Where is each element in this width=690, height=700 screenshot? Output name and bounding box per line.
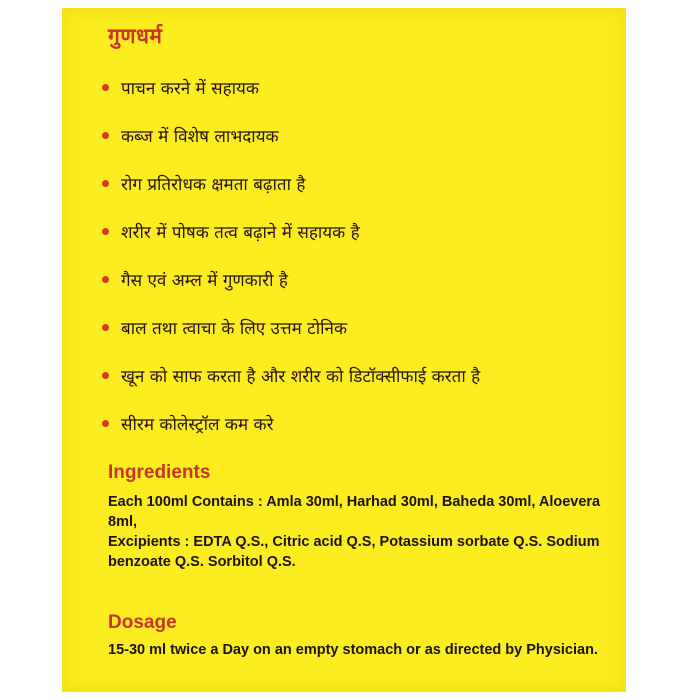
list-item (102, 207, 612, 255)
ingredients-contains: Each 100ml Contains : Amla 30ml, Harhad 30ml, Baheda 30ml, Aloevera 8ml, (108, 494, 601, 530)
bullet-dot-icon (102, 372, 109, 379)
bullet-dot-icon (102, 276, 109, 283)
list-item (102, 303, 612, 351)
benefit-text: पाचन करने में सहायक (121, 78, 259, 99)
product-label-panel (62, 8, 626, 692)
benefit-text: खून को साफ करता है और शरीर को डिटॉक्सीफाई करता है (121, 366, 481, 387)
benefit-text: रोग प्रतिरोधक क्षमता बढ़ाता है (121, 174, 306, 195)
bullet-dot-icon (102, 132, 109, 139)
list-item (102, 63, 612, 111)
list-item (102, 399, 612, 447)
bullet-dot-icon (102, 180, 109, 187)
bullet-dot-icon (102, 324, 109, 331)
ingredients-heading: Ingredients (108, 462, 211, 483)
bullet-dot-icon (102, 84, 109, 91)
benefits-heading: गुणधर्म (108, 24, 163, 48)
ingredients-excipients: Excipients : EDTA Q.S., Citric acid Q.S, Potassium sorbate Q.S. Sodium benzoate Q.S. Sorbitol Q.S. (108, 534, 600, 570)
dosage-text: 15-30 ml twice a Day on an empty stomach or as directed by Physician. (108, 642, 598, 658)
benefit-text: गैस एवं अम्ल में गुणकारी है (121, 270, 288, 291)
benefit-text: बाल तथा त्वाचा के लिए उत्तम टोनिक (121, 318, 348, 339)
list-item (102, 351, 612, 399)
benefits-list (102, 63, 612, 447)
bullet-dot-icon (102, 420, 109, 427)
dosage-body (108, 640, 608, 660)
benefit-text: सीरम कोलेस्ट्रॉल कम करे (121, 414, 274, 435)
list-item (102, 111, 612, 159)
dosage-heading: Dosage (108, 612, 177, 633)
list-item (102, 255, 612, 303)
ingredients-body (108, 492, 608, 572)
benefit-text: शरीर में पोषक तत्व बढ़ाने में सहायक है (121, 222, 360, 243)
bullet-dot-icon (102, 228, 109, 235)
benefit-text: कब्ज में विशेष लाभदायक (121, 126, 279, 147)
list-item (102, 159, 612, 207)
